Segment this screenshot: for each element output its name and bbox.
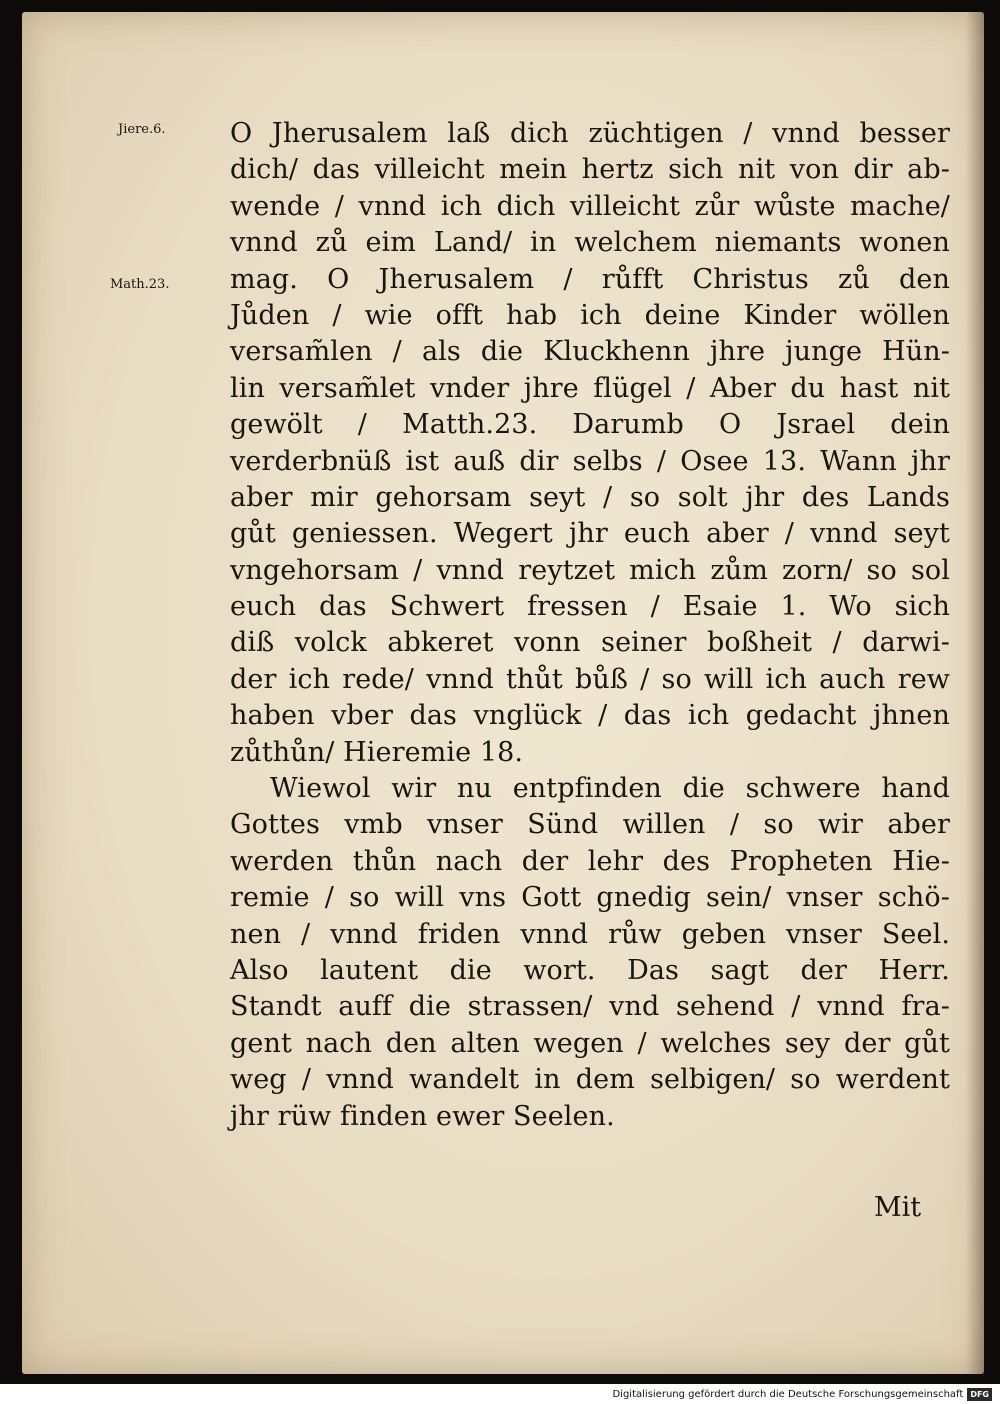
text-line: versam̃len / als die Kluckhenn jhre junge Hün- — [230, 336, 950, 368]
text-line: werden thůn nach der lehr des Propheten Hie- — [230, 845, 950, 877]
text-line: Wiewol wir nu entpfinden die schwere hand — [270, 773, 950, 805]
dfg-logo: DFG — [967, 1388, 992, 1401]
text-line: Gottes vmb vnser Sünd willen / so wir aber — [230, 809, 950, 841]
text-line: aber mir gehorsam seyt / so solt jhr des Lands — [230, 481, 950, 513]
text-line: gewölt / Matth.23. Darumb O Jsrael dein — [230, 409, 950, 441]
text-line: mag. O Jherusalem / růfft Christus zů den — [230, 263, 950, 295]
margin-note-math: Math.23. — [110, 277, 170, 292]
text-line: gent nach den alten wegen / welches sey der gůt — [230, 1027, 950, 1059]
text-line: remie / so will vns Gott gnedig sein/ vnser schö- — [230, 882, 950, 914]
text-line: verderbnüß ist auß dir selbs / Osee 13. Wann jhr — [230, 445, 950, 477]
text-line: nen / vnnd friden vnnd růw geben vnser Seel. — [230, 918, 950, 950]
footer-credit: Digitalisierung gefördert durch die Deutsche Forschungsgemeinschaft — [612, 1388, 964, 1400]
text-line: Jůden / wie offt hab ich deine Kinder wöllen — [230, 299, 950, 331]
page-edge-shadow — [966, 12, 984, 1374]
text-line: Standt auff die strassen/ vnd sehend / vnnd fra- — [230, 991, 950, 1023]
text-line: zůthůn/ Hieremie 18. — [230, 736, 524, 768]
digitization-footer — [612, 1386, 992, 1402]
text-line: haben vber das vnglück / das ich gedacht jhnen — [230, 700, 950, 732]
text-line: vngehorsam / vnnd reytzet mich zům zorn/ so sol — [230, 554, 950, 586]
text-line: lin versam̃let vnder jhre flügel / Aber du hast nit — [230, 372, 950, 404]
text-line: der ich rede/ vnnd thůt bůß / so will ich auch rew — [230, 663, 950, 695]
book-page — [22, 12, 984, 1374]
text-line: euch das Schwert fressen / Esaie 1. Wo sich — [230, 591, 950, 623]
text-line: diß volck abkeret vonn seiner boßheit / darwi- — [230, 627, 950, 659]
text-line: jhr rüw finden ewer Seelen. — [230, 1100, 615, 1132]
catchword: Mit — [874, 1192, 922, 1223]
margin-note-jiere: Jiere.6. — [118, 122, 166, 137]
text-line: O Jherusalem laß dich züchtigen / vnnd besser — [230, 118, 950, 149]
text-line: weg / vnnd wandelt in dem selbigen/ so werdent — [230, 1064, 950, 1096]
text-line: vnnd zů eim Land/ in welchem niemants wonen — [230, 227, 950, 259]
text-line: dich/ das villeicht mein hertz sich nit von dir ab- — [230, 154, 950, 186]
text-line: Also lautent die wort. Das sagt der Herr. — [230, 954, 950, 986]
text-line: gůt geniessen. Wegert jhr euch aber / vnnd seyt — [230, 518, 950, 550]
text-line: wende / vnnd ich dich villeicht zůr wůste mache/ — [230, 190, 950, 222]
body-text — [230, 116, 950, 1135]
